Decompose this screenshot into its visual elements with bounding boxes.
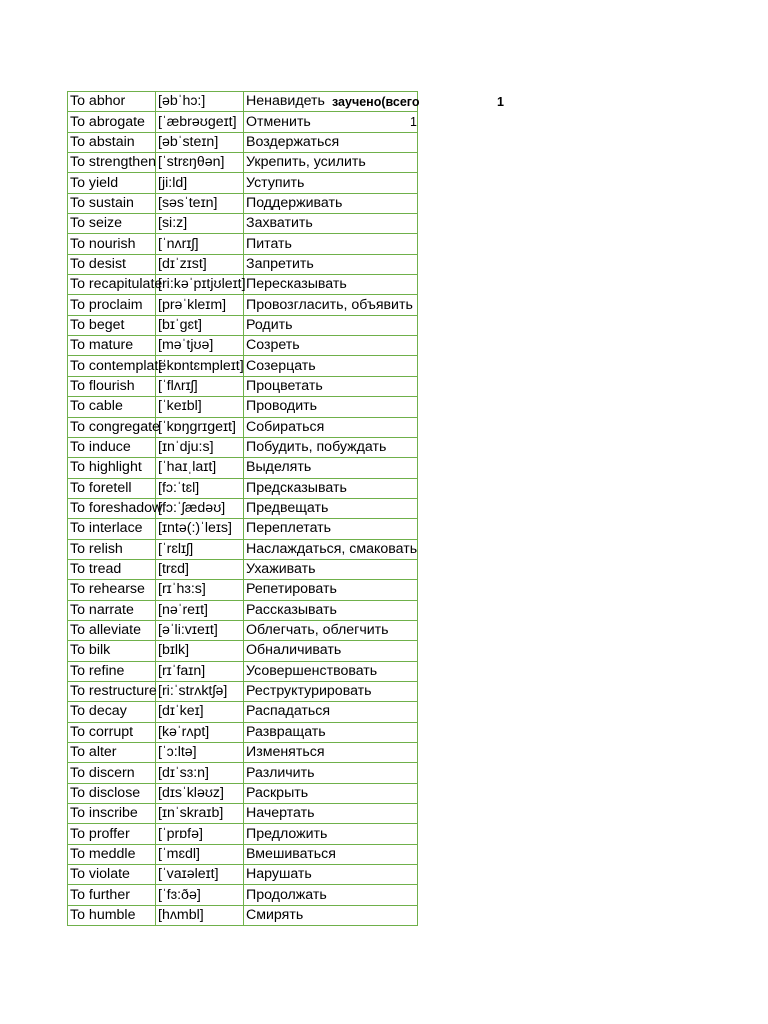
word-cell[interactable]: To alleviate [68,620,156,640]
transcription-cell[interactable]: [ˈmɛdl] [156,844,244,864]
transcription-cell[interactable]: [ˈvaɪəleɪt] [156,865,244,885]
translation-cell[interactable]: Репетировать [244,580,418,600]
translation-cell[interactable]: Различить [244,763,418,783]
transcription-cell[interactable]: [si:z] [156,214,244,234]
transcription-cell[interactable]: [ˈæbrəʊgeɪt] [156,112,244,132]
word-cell[interactable]: To discern [68,763,156,783]
transcription-cell[interactable]: [ˈnʌrɪʃ] [156,234,244,254]
transcription-cell[interactable]: [trɛd] [156,559,244,579]
word-cell[interactable]: To abhor [68,92,156,112]
transcription-cell[interactable]: [ˈkeɪbl] [156,397,244,417]
table-row [68,905,418,925]
word-cell[interactable]: To abrogate [68,112,156,132]
studied-total-label[interactable]: заучено(всего [332,95,420,109]
table-row [68,498,418,518]
table-row [68,173,418,193]
table-row [68,295,418,315]
translation-cell[interactable]: Предсказывать [244,478,418,498]
transcription-cell[interactable]: [rɪˈfaɪn] [156,661,244,681]
table-row [68,600,418,620]
translation-cell[interactable]: Переплетать [244,519,418,539]
table-row [68,397,418,417]
word-cell[interactable]: To contemplate [68,356,156,376]
transcription-cell[interactable]: [ˈkɒŋgrɪgeɪt] [156,417,244,437]
table-row [68,539,418,559]
transcription-cell[interactable]: [məˈtjʊə] [156,336,244,356]
word-cell[interactable]: To proclaim [68,295,156,315]
translation-cell[interactable]: Предвещать [244,498,418,518]
word-cell[interactable]: To strengthen [68,153,156,173]
translation-cell[interactable]: Распадаться [244,702,418,722]
transcription-cell[interactable]: [əˈli:vɪeɪt] [156,620,244,640]
transcription-cell[interactable]: [səsˈteɪn] [156,193,244,213]
studied-count-value[interactable]: 1 [410,115,417,129]
transcription-cell[interactable]: [ɪntə(:)ˈleɪs] [156,519,244,539]
transcription-cell[interactable]: [ˈfɜ:ðə] [156,885,244,905]
translation-cell[interactable]: Питать [244,234,418,254]
translation-cell[interactable]: Процветать [244,376,418,396]
transcription-cell[interactable]: [ɪnˈdju:s] [156,437,244,457]
table-row [68,580,418,600]
transcription-cell[interactable]: [dɪsˈkləʊz] [156,783,244,803]
transcription-cell[interactable]: [prəˈkleɪm] [156,295,244,315]
table-row [68,824,418,844]
table-row [68,112,418,132]
table-row [68,743,418,763]
translation-cell[interactable]: Облегчать, облегчить [244,620,418,640]
transcription-cell[interactable]: [hʌmbl] [156,905,244,925]
word-cell[interactable]: To meddle [68,844,156,864]
word-cell[interactable]: To abstain [68,132,156,152]
transcription-cell[interactable]: [dɪˈsɜ:n] [156,763,244,783]
word-cell[interactable]: To tread [68,559,156,579]
table-row [68,92,418,112]
table-row [68,681,418,701]
word-cell[interactable]: To interlace [68,519,156,539]
word-cell[interactable]: To bilk [68,641,156,661]
vocabulary-table [67,91,418,926]
table-row [68,865,418,885]
table-row [68,336,418,356]
table-row [68,702,418,722]
table-row [68,458,418,478]
word-cell[interactable]: To violate [68,865,156,885]
table-row [68,804,418,824]
table-row [68,214,418,234]
transcription-cell[interactable]: [fɔ:ˈʃædəʊ] [156,498,244,518]
table-row [68,234,418,254]
translation-cell[interactable]: Созреть [244,336,418,356]
transcription-cell[interactable]: [bɪlk] [156,641,244,661]
table-row [68,153,418,173]
transcription-cell[interactable]: [bɪˈgɛt] [156,315,244,335]
word-cell[interactable]: To foretell [68,478,156,498]
translation-cell[interactable]: Провозгласить, объявить [244,295,418,315]
transcription-cell[interactable]: [rɪˈhɜ:s] [156,580,244,600]
translation-cell[interactable]: Нарушать [244,865,418,885]
word-cell[interactable]: To foreshadow [68,498,156,518]
transcription-cell[interactable]: [ˈprɒfə] [156,824,244,844]
word-cell[interactable]: To restructure [68,681,156,701]
translation-cell[interactable]: Начертать [244,804,418,824]
word-cell[interactable]: To recapitulate [68,275,156,295]
translation-cell[interactable]: Усовершенствовать [244,661,418,681]
word-cell[interactable]: To proffer [68,824,156,844]
transcription-cell[interactable]: [kəˈrʌpt] [156,722,244,742]
word-cell[interactable]: To flourish [68,376,156,396]
word-cell[interactable]: To humble [68,905,156,925]
table-row [68,844,418,864]
table-row [68,763,418,783]
translation-cell[interactable]: Предложить [244,824,418,844]
translation-cell[interactable]: Поддерживать [244,193,418,213]
table-row [68,559,418,579]
translation-cell[interactable]: Укрепить, усилить [244,153,418,173]
word-cell[interactable]: To alter [68,743,156,763]
word-cell[interactable]: To induce [68,437,156,457]
transcription-cell[interactable]: [əbˈsteɪn] [156,132,244,152]
word-cell[interactable]: To further [68,885,156,905]
table-row [68,885,418,905]
vocabulary-table-body [68,92,418,926]
translation-cell[interactable]: Побудить, побуждать [244,437,418,457]
transcription-cell[interactable]: [ji:ld] [156,173,244,193]
word-cell[interactable]: To narrate [68,600,156,620]
transcription-cell[interactable]: [ri:kəˈpɪtjʊleɪt] [156,275,244,295]
translation-cell[interactable]: Воздержаться [244,132,418,152]
table-row [68,478,418,498]
translation-cell[interactable]: Ненавидеть [244,92,418,112]
translation-cell[interactable]: Реструктурировать [244,681,418,701]
transcription-cell[interactable]: [fɔ:ˈtɛl] [156,478,244,498]
transcription-cell[interactable]: [nəˈreɪt] [156,600,244,620]
transcription-cell[interactable]: [ˈstrɛŋθən] [156,153,244,173]
translation-cell[interactable]: Проводить [244,397,418,417]
word-cell[interactable]: To cable [68,397,156,417]
translation-cell[interactable]: Ухаживать [244,559,418,579]
word-cell[interactable]: To disclose [68,783,156,803]
transcription-cell[interactable]: [ri:ˈstrʌktʃə] [156,681,244,701]
translation-cell[interactable]: Родить [244,315,418,335]
table-row [68,661,418,681]
transcription-cell[interactable]: [ˈɔ:ltə] [156,743,244,763]
word-cell[interactable]: To relish [68,539,156,559]
translation-cell[interactable]: Развращать [244,722,418,742]
word-cell[interactable]: To decay [68,702,156,722]
word-cell[interactable]: To desist [68,254,156,274]
translation-cell[interactable]: Рассказывать [244,600,418,620]
translation-cell[interactable]: Вмешиваться [244,844,418,864]
translation-cell[interactable]: Созерцать [244,356,418,376]
word-cell[interactable]: To mature [68,336,156,356]
word-cell[interactable]: To yield [68,173,156,193]
word-cell[interactable]: To nourish [68,234,156,254]
table-row [68,620,418,640]
table-row [68,519,418,539]
table-row [68,275,418,295]
word-cell[interactable]: To rehearse [68,580,156,600]
word-cell[interactable]: To congregate [68,417,156,437]
transcription-cell[interactable]: [ˈhaɪˌlaɪt] [156,458,244,478]
transcription-cell[interactable]: [ˈkɒntɛmpleɪt] [156,356,244,376]
word-cell[interactable]: To sustain [68,193,156,213]
word-cell[interactable]: To inscribe [68,804,156,824]
translation-cell[interactable]: Собираться [244,417,418,437]
transcription-cell[interactable]: [əbˈhɔ:] [156,92,244,112]
translation-cell[interactable]: Выделять [244,458,418,478]
translation-cell[interactable]: Захватить [244,214,418,234]
table-row [68,132,418,152]
word-cell[interactable]: To seize [68,214,156,234]
word-cell[interactable]: To beget [68,315,156,335]
table-row [68,437,418,457]
word-cell[interactable]: To refine [68,661,156,681]
translation-cell[interactable]: Изменяться [244,743,418,763]
transcription-cell[interactable]: [dɪˈzɪst] [156,254,244,274]
table-row [68,722,418,742]
table-row [68,641,418,661]
translation-cell[interactable]: Наслаждаться, смаковать [244,539,418,559]
translation-cell[interactable]: Запретить [244,254,418,274]
translation-cell[interactable]: Обналичивать [244,641,418,661]
table-row [68,376,418,396]
word-cell[interactable]: To highlight [68,458,156,478]
total-count-value[interactable]: 1 [497,95,504,109]
table-row [68,356,418,376]
transcription-cell[interactable]: [ˈflʌrɪʃ] [156,376,244,396]
table-row [68,783,418,803]
table-row [68,193,418,213]
transcription-cell[interactable]: [ɪnˈskraɪb] [156,804,244,824]
translation-cell[interactable]: Пересказывать [244,275,418,295]
translation-cell[interactable]: Уступить [244,173,418,193]
table-row [68,417,418,437]
table-row [68,315,418,335]
translation-cell[interactable]: Раскрыть [244,783,418,803]
translation-cell[interactable]: Смирять [244,905,418,925]
table-row [68,254,418,274]
translation-cell[interactable]: Отменить [244,112,418,132]
translation-cell[interactable]: Продолжать [244,885,418,905]
transcription-cell[interactable]: [ˈrɛlɪʃ] [156,539,244,559]
word-cell[interactable]: To corrupt [68,722,156,742]
transcription-cell[interactable]: [dɪˈkeɪ] [156,702,244,722]
